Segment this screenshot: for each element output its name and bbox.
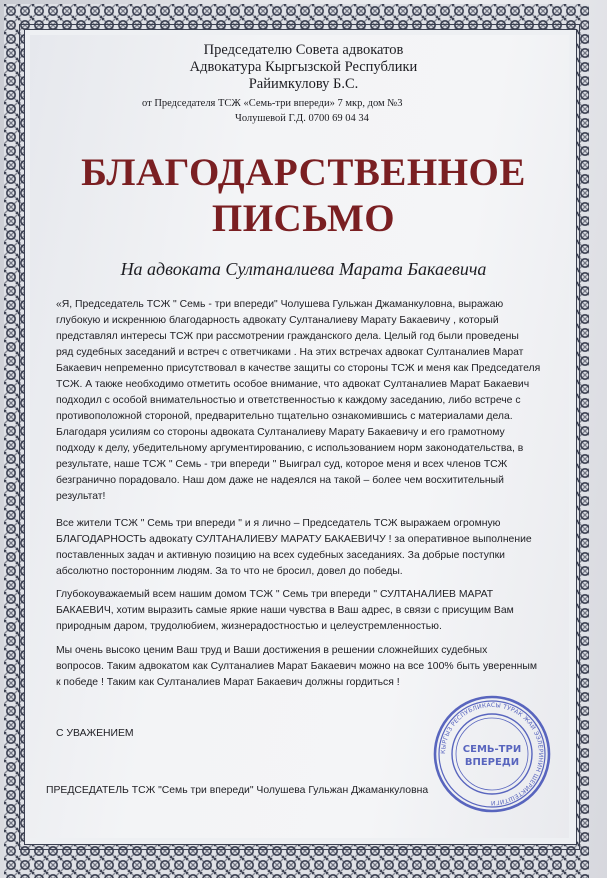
seal-ring-text-path: КЫРГЫЗ РЕСПУБЛИКАСЫ ТУРАК ЖАЙ ЭЭЛЕРИНИН ШЕРИКТЕШТИГИ <box>439 701 545 807</box>
seal-center-line-1: СЕМЬ-ТРИ <box>462 744 522 755</box>
paragraph-line: представлял интересы ТСЖ при рассмотрении гражданского дела. Целый год были проведены <box>56 331 519 342</box>
paragraph-line: Все жители ТСЖ " Семь три впереди " и я лично – Председатель ТСЖ выражаем огромную <box>56 518 501 529</box>
paragraph-line: Мы очень высоко ценим Ваш труд и Ваши достижения в решении сложнейших судебных <box>56 645 488 656</box>
paragraph-line: ряд судебных заседаний и встреч с ответчиками . На этих встречах адвокат Султаналиев Марат <box>56 347 524 358</box>
letter-title-line-1: БЛАГОДАРСТВЕННОЕ <box>81 151 526 194</box>
paragraph-line: результате, наше ТСЖ " Семь - три впереди " Выиграл суд, которое меня и всех членов ТСЖ <box>56 459 508 470</box>
paragraph-line: Бакаевич непременно присутствовал в качестве защиты со стороны ТСЖ и меня как Председателя <box>56 363 541 374</box>
paragraph-line: БЛАГОДАРНОСТЬ адвокату СУЛТАНАЛИЕВУ МАРАТУ БАКАЕВИЧУ ! за оперативное выполнение <box>56 534 532 545</box>
paragraph-line: Благодаря усилиям со стороны адвоката Султаналиеву Марату Бакаевичу и его грамотному <box>56 427 505 438</box>
sender-line-2: Чолушевой Г.Д. 0700 69 04 34 <box>235 113 369 124</box>
addressee-line-1: Председателю Совета адвокатов <box>203 42 404 58</box>
letter-subtitle: На адвоката Султаналиева Марата Бакаевича <box>120 259 487 279</box>
paragraph-line: подходу к делу, убедительному аргументированию, с использованием норм законодательства, в <box>56 443 524 454</box>
round-seal-stamp <box>432 694 552 814</box>
sender-line-1: от Председателя ТСЖ «Семь-три впереди» 7 мкр, дом №3 <box>142 98 403 109</box>
letter-title-line-2: ПИСЬМО <box>211 197 396 240</box>
signature-line: ПРЕДСЕДАТЕЛЬ ТСЖ "Семь три впереди" Чолушева Гульжан Джаманкуловна <box>46 785 429 796</box>
addressee-line-3: Райимкулову Б.С. <box>248 76 359 92</box>
paragraph-line: подходил с особой внимательностью и ответственностью к каждому заседанию, либо встрече с <box>56 395 521 406</box>
closing-regards: С УВАЖЕНИЕМ <box>56 728 134 739</box>
paragraph-line: к победе ! Таким как Султаналиев Марат Бакаевич должны гордиться ! <box>56 677 400 688</box>
paragraph-line: ТСЖ. А также необходимо отметить особое внимание, что адвокат Султаналиев Марат Бакаевич <box>56 379 530 390</box>
seal-center-line-2: ВПЕРЕДИ <box>464 757 520 768</box>
paragraph-line: результат! <box>56 491 106 502</box>
paragraph-line: вопросов. Таким адвокатом как Султаналиев Марат Бакаевич можно на все 100% быть уверенным <box>56 661 537 672</box>
paragraph-line: абсолютно посторонним людям. За то что не бросил, довел до победы. <box>56 566 403 577</box>
paragraph-line: «Я, Председатель ТСЖ " Семь - три впереди" Чолушева Гульжан Джаманкуловна, выражаю <box>56 299 504 310</box>
paragraph-line: глубокую и искреннюю благодарность адвокату Султаналиеву Марату Бакаевичу , который <box>56 315 499 326</box>
paragraph-line: БАКАЕВИЧ, хотим выразить самые яркие наши чувства в Ваш адрес, в связи с присущим Вам <box>56 605 514 616</box>
paragraph-line: Глубокоуважаемый всем нашим домом ТСЖ " Семь три впереди " СУЛТАНАЛИЕВ МАРАТ <box>56 589 494 600</box>
paragraph-line: безгранично порадовало. Наш дом даже не надеялся на такой – более чем восхитительный <box>56 475 504 486</box>
paragraph-line: поставленных задач и активную позицию на всех судебных заседаниях. За добрые поступки <box>56 550 505 561</box>
paragraph-line: противоположной стороной, предварительно тщательно ознакомившись с материалами дела. <box>56 411 513 422</box>
addressee-line-2: Адвокатура Кыргызской Республики <box>189 59 418 75</box>
paragraph-line: природным даром, трудолюбием, жизнерадостностью и целеустремленностью. <box>56 621 442 632</box>
